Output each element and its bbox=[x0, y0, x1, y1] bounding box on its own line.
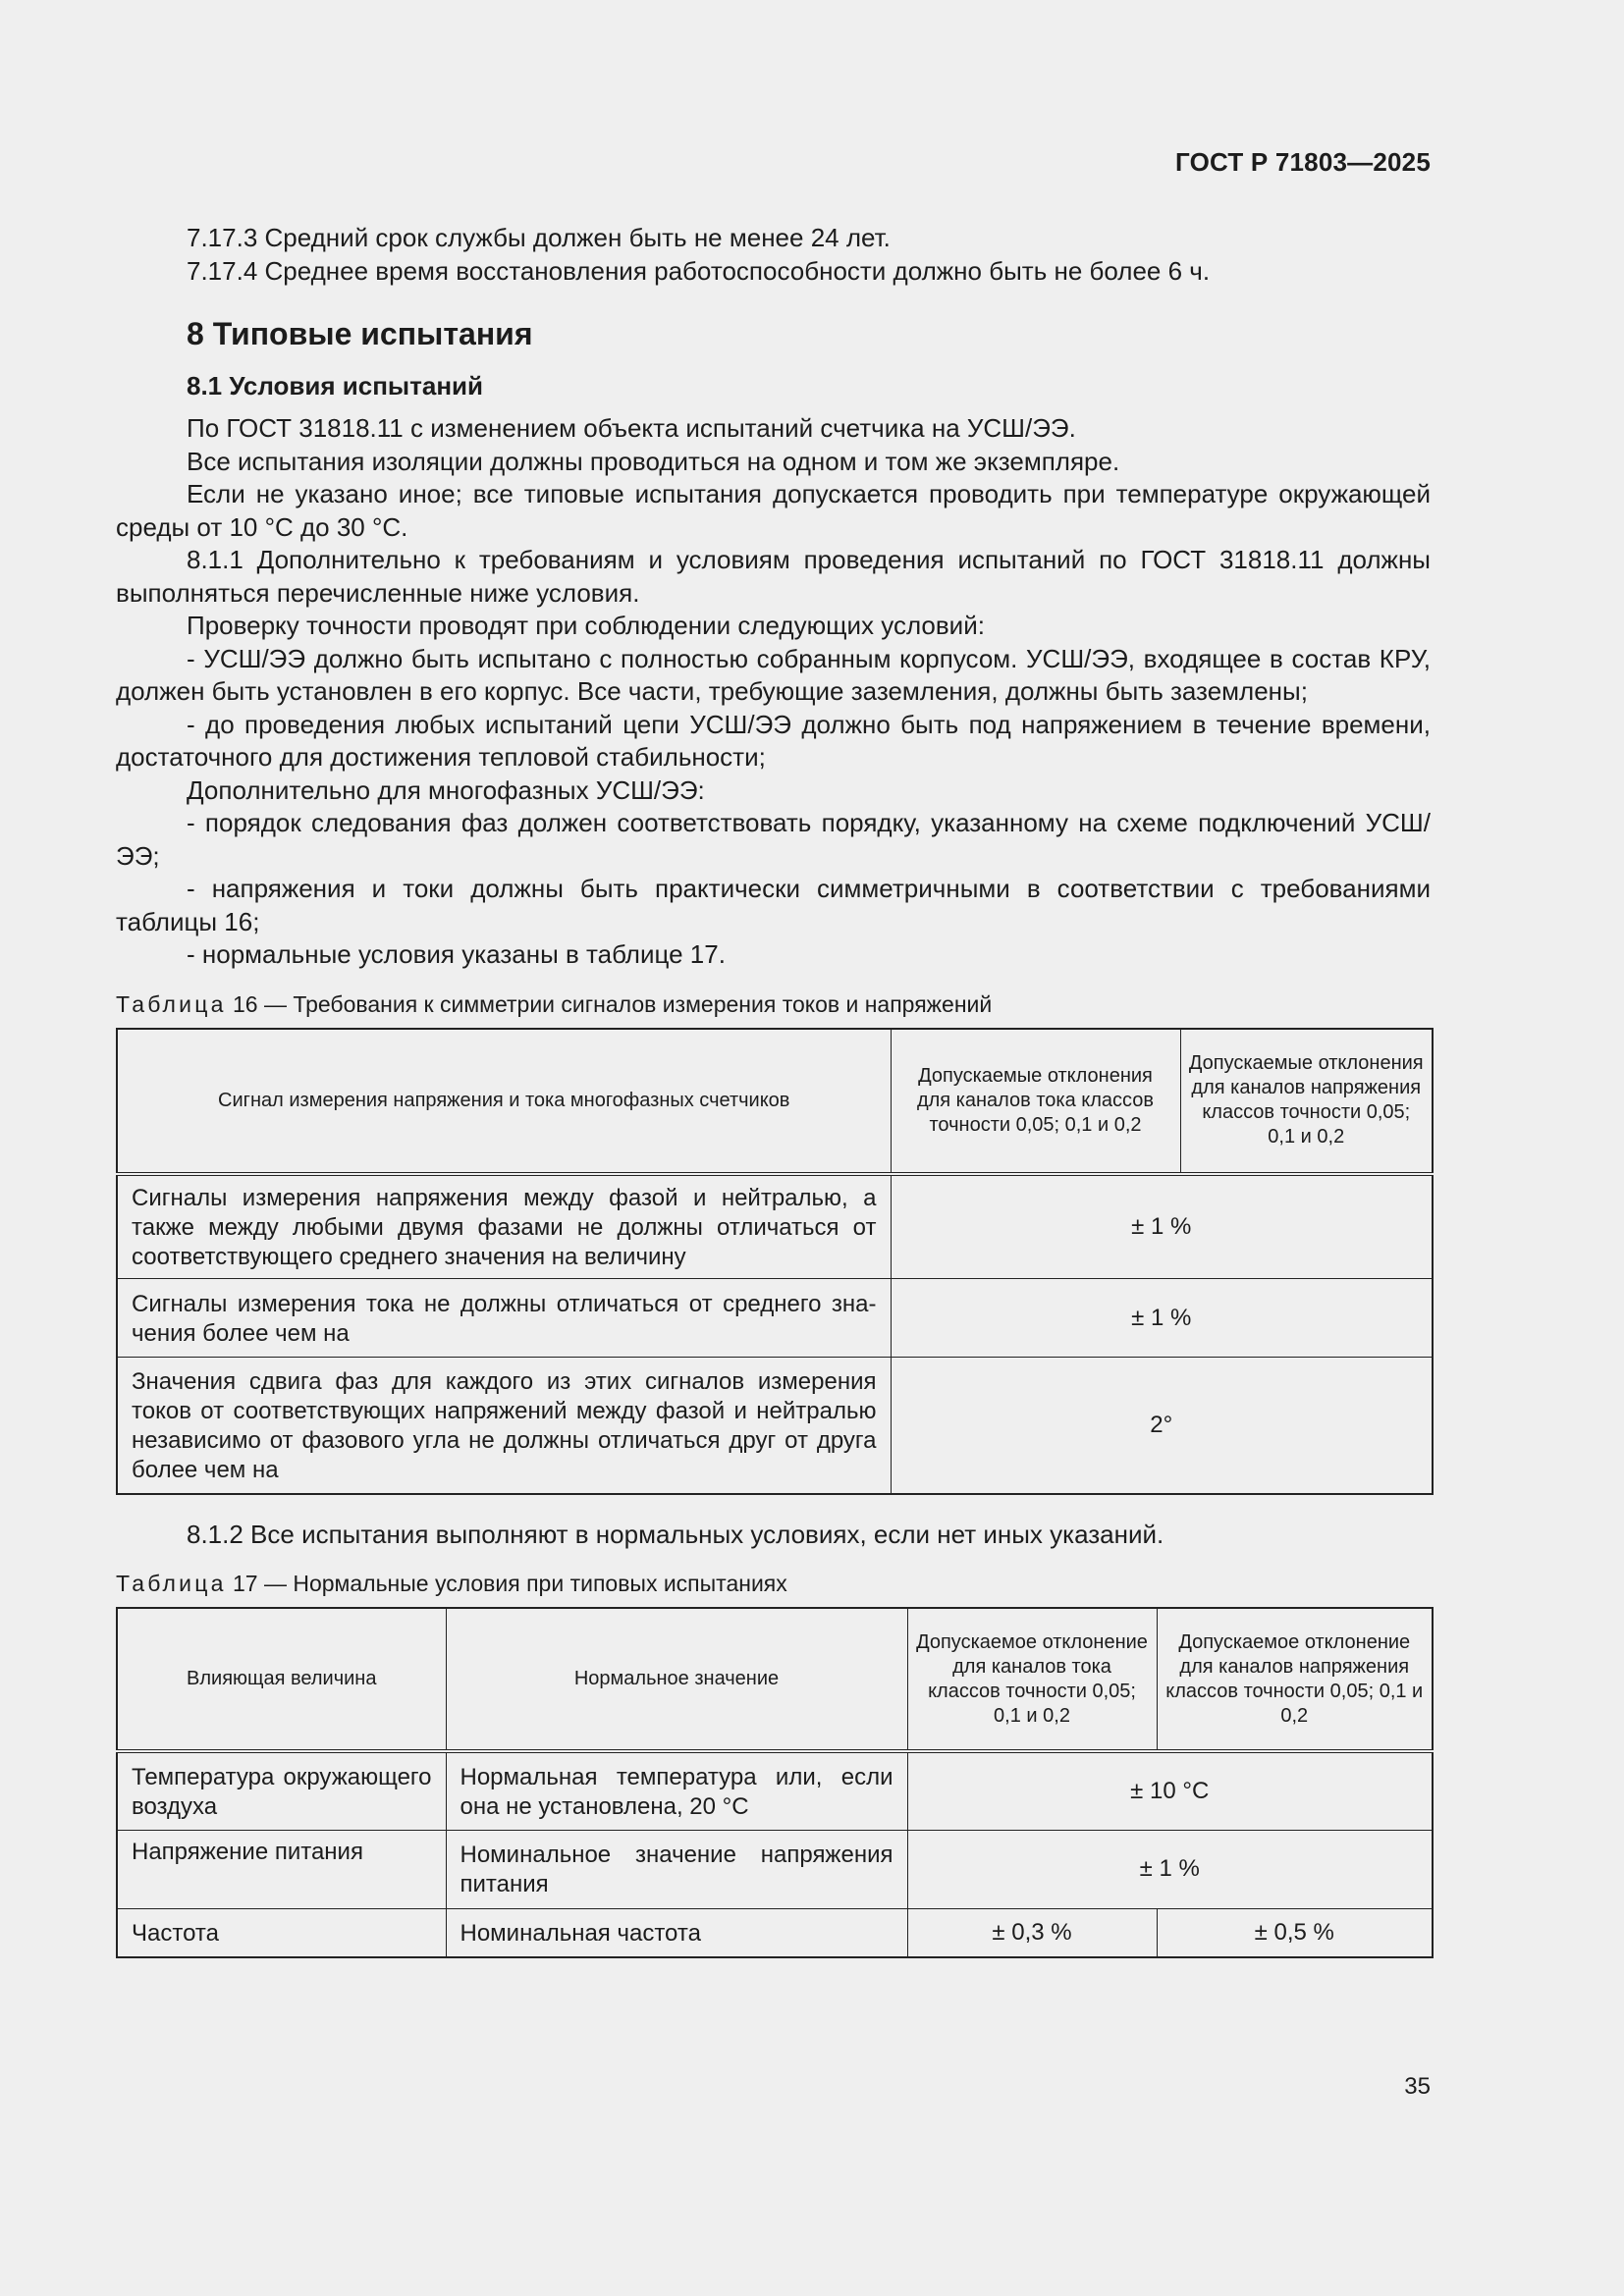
table-cell: Частота bbox=[117, 1908, 446, 1957]
table-cell: Сигналы измерения напряжения между фазой и нейтралью, а также между любыми двумя фазами не должны отличаться от соответствующего среднего значения на величину bbox=[117, 1174, 891, 1279]
list-item: - нормальные условия указаны в таблице 17. bbox=[187, 939, 726, 969]
paragraph: Если не указано иное; все типовые испытания допускается проводить при температуре окружающей среды от 10 °С до 30 °С. bbox=[116, 479, 1431, 542]
table-17 bbox=[116, 1607, 1434, 1958]
list-item: - порядок следования фаз должен соответствовать порядку, указанному на схеме подключений УСШ/ЭЭ; bbox=[116, 808, 1431, 871]
table-row bbox=[117, 1830, 1433, 1908]
table-row bbox=[117, 1751, 1433, 1830]
page-number: 35 bbox=[1404, 2073, 1431, 2100]
list-item: - до проведения любых испытаний цепи УСШ/ЭЭ должно быть под напряжением в течение времени, достаточного для достижения тепловой стабильности; bbox=[116, 709, 1431, 772]
table-label: Таблица bbox=[116, 990, 227, 1017]
table-cell: Номинальная частота bbox=[446, 1908, 907, 1957]
list-item: - напряжения и токи должны быть практически симметричными в соответствии с требованиями таблицы 16; bbox=[116, 874, 1431, 936]
table-cell: 2° bbox=[891, 1358, 1433, 1494]
table-row bbox=[117, 1908, 1433, 1957]
table-cell: Напряжение питания bbox=[117, 1830, 446, 1908]
table-header-cell: Сигнал измерения напряжения и тока многофазных счетчиков bbox=[117, 1029, 891, 1174]
table-header-cell: Допускаемое отклонение для каналов тока классов точности 0,05; 0,1 и 0,2 bbox=[907, 1608, 1157, 1751]
paragraph-8-1-2: 8.1.2 Все испытания выполняют в нормальных условиях, если нет иных указаний. bbox=[187, 1519, 1164, 1549]
table-cell: ± 1 % bbox=[891, 1279, 1433, 1358]
table-cell: ± 1 % bbox=[891, 1174, 1433, 1279]
table-row bbox=[117, 1279, 1433, 1358]
page-content bbox=[116, 222, 1431, 1958]
section-8-title: 8 Типовые испытания bbox=[187, 316, 533, 351]
table-cell: ± 10 °С bbox=[907, 1751, 1433, 1830]
paragraph: Все испытания изоляции должны проводиться на одном и том же экземпляре. bbox=[187, 446, 1120, 476]
table-cell: Значения сдвига фаз для каждого из этих сигналов измерения токов от соответствующих напряжений между фазой и нейтралью независимо от фазового угла не должны отличаться друг от друга более чем на bbox=[117, 1358, 891, 1494]
table-row bbox=[117, 1174, 1433, 1279]
table-label: Таблица bbox=[116, 1571, 227, 1596]
table-header-cell: Влияющая величина bbox=[117, 1608, 446, 1751]
table-cell: ± 0,5 % bbox=[1157, 1908, 1433, 1957]
table-caption-text: 17 — Нормальные условия при типовых испытаниях bbox=[232, 1571, 787, 1596]
table-cell: Нормальная температура или, если она не установлена, 20 °С bbox=[446, 1751, 907, 1830]
table-header-row bbox=[117, 1608, 1433, 1751]
table-header-cell: Допускаемые отклонения для каналов напряжения классов точности 0,05; 0,1 и 0,2 bbox=[1180, 1029, 1433, 1174]
table-caption-text: 16 — Требования к симметрии сигналов измерения токов и напряжений bbox=[232, 990, 993, 1017]
paragraph: По ГОСТ 31818.11 с изменением объекта испытаний счетчика на УСШ/ЭЭ. bbox=[187, 413, 1076, 443]
table-row bbox=[117, 1358, 1433, 1494]
table-cell: ± 1 % bbox=[907, 1830, 1433, 1908]
table-cell: ± 0,3 % bbox=[907, 1908, 1157, 1957]
paragraph: Проверку точности проводят при соблюдении следующих условий: bbox=[187, 611, 985, 640]
table-cell: Сигналы измерения тока не должны отличаться от среднего значения более чем на bbox=[117, 1279, 891, 1358]
paragraph-8-1-1: 8.1.1 Дополнительно к требованиям и условиям проведения испытаний по ГОСТ 31818.11 должны выполняться перечисленные ниже условия. bbox=[116, 545, 1431, 608]
table-cell: Номинальное значение напряжения питания bbox=[446, 1830, 907, 1908]
table-header-cell: Допускаемое отклонение для каналов напряжения классов точности 0,05; 0,1 и 0,2 bbox=[1157, 1608, 1433, 1751]
table-16-caption bbox=[116, 989, 1431, 1019]
table-header-cell: Допускаемые отклонения для каналов тока классов точности 0,05; 0,1 и 0,2 bbox=[891, 1029, 1180, 1174]
list-item: - УСШ/ЭЭ должно быть испытано с полностью собранным корпусом. УСШ/ЭЭ, входящее в состав КРУ, должен быть установлен в его корпус. Все части, требующие заземления, должны быть заземлены; bbox=[116, 643, 1431, 706]
table-header-row bbox=[117, 1029, 1433, 1174]
table-16 bbox=[116, 1028, 1434, 1495]
subsection-8-1-title: 8.1 Условия испытаний bbox=[187, 371, 483, 400]
table-17-caption bbox=[116, 1569, 1431, 1598]
paragraph-7-17-4: 7.17.4 Среднее время восстановления работоспособности должно быть не более 6 ч. bbox=[187, 255, 1211, 286]
table-cell: Температура окружающего воздуха bbox=[117, 1751, 446, 1830]
document-code: ГОСТ Р 71803—2025 bbox=[1175, 147, 1431, 177]
paragraph-7-17-3: 7.17.3 Средний срок службы должен быть не менее 24 лет. bbox=[187, 223, 891, 252]
paragraph: Дополнительно для многофазных УСШ/ЭЭ: bbox=[187, 774, 705, 805]
table-header-cell: Нормальное значение bbox=[446, 1608, 907, 1751]
